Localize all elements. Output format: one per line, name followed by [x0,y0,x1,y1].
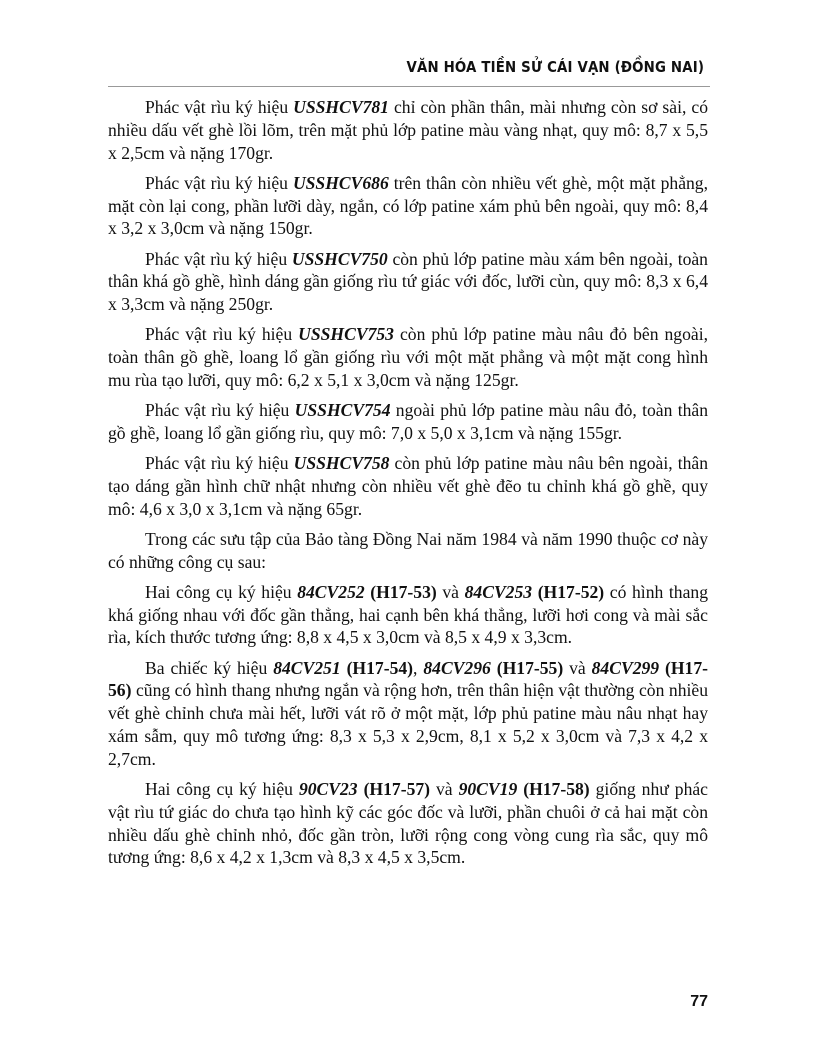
artifact-code: 84CV252 [297,581,365,602]
artifact-code: USSHCV758 [293,453,390,474]
body-text [108,96,708,877]
artifact-code: 90CV19 [458,779,518,800]
artifact-code: USSHCV781 [293,97,389,117]
paragraph: Phác vật rìu ký hiệu USSHCV754 ngoài phủ lớp patine màu nâu đỏ, toàn thân gồ ghề, loang lổ gần giống rìu, quy mô: 7,0 x 5,0 x 3,1cm và nặng 155gr. [108,400,708,443]
artifact-code: 84CV253 [464,581,533,602]
artifact-code: USSHCV753 [298,324,394,345]
paragraph: Phác vật rìu ký hiệu USSHCV781 chỉ còn phần thân, mài nhưng còn sơ sài, có nhiều dấu vết ghè lồi lõm, trên mặt phủ lớp patine màu vàng nhạt, quy mô: 8,7 x 5,5 x 2,5cm và nặng 170gr. [108,97,708,163]
paragraph: Hai công cụ ký hiệu 84CV252 (H17-53) và 84CV253 (H17-52) có hình thang khá giống nhau với đốc gần thẳng, hai cạnh bên khá thẳng, lưỡi hơi cong và mài sắc rìa, kích thước tương ứng: 8,8 x 4,5 x 3,0cm và 8,5 x 4,9 x 3,3cm. [108,581,708,648]
artifact-code: USSHCV754 [294,400,391,421]
header-divider [108,86,710,87]
paragraph: Phác vật rìu ký hiệu USSHCV758 còn phủ lớp patine màu nâu bên ngoài, thân tạo dáng gần hình chữ nhật nhưng còn nhiều vết ghè đẽo tu chỉnh khá gồ ghề, quy mô: 4,6 x 3,0 x 3,1cm và nặng 65gr. [108,453,708,519]
paragraph: Phác vật rìu ký hiệu USSHCV750 còn phủ lớp patine màu xám bên ngoài, toàn thân khá gồ ghề, hình dáng gần giống rìu tứ giác với đốc, lưỡi cùn, quy mô: 8,3 x 6,4 x 3,3cm và nặng 250gr. [108,248,708,315]
paragraph: Ba chiếc ký hiệu 84CV251 (H17-54), 84CV296 (H17-55) và 84CV299 (H17-56) cũng có hình thang nhưng ngắn và rộng hơn, trên thân hiện vật thường còn nhiều vết ghè chỉnh chưa mài hết, lưỡi vát rõ ở một mặt, lớp phủ patine màu nâu nhạt hay xám sẫm, quy mô tương ứng: 8,3 x 5,3 x 2,9cm, 8,1 x 5,2 x 3,0cm và 7,3 x 4,2 x 2,7cm. [108,657,709,769]
figure-ref: (H17-53) [370,581,437,602]
running-header: VĂN HÓA TIỀN SỬ CÁI VẠN (ĐỒNG NAI) [406,58,704,76]
artifact-code: USSHCV686 [292,172,389,193]
figure-ref: (H17-52) [537,581,605,602]
artifact-code: 84CV251 [273,657,341,678]
paragraph: Trong các sưu tập của Bảo tàng Đồng Nai năm 1984 và năm 1990 thuộc cơ này có những công cụ sau: [108,528,708,572]
paragraph: Phác vật rìu ký hiệu USSHCV686 trên thân còn nhiều vết ghè, một mặt phẳng, mặt còn lại cong, phần lưỡi dày, ngắn, có lớp patine xám phủ bên ngoài, quy mô: 8,4 x 3,2 x 3,0cm và nặng 150gr. [108,172,708,239]
figure-ref: (H17-54) [346,657,414,678]
paragraph: Phác vật rìu ký hiệu USSHCV753 còn phủ lớp patine màu nâu đỏ bên ngoài, toàn thân gồ ghề, loang lổ gần giống rìu với một mặt phẳng và một mặt cong hình mu rùa tạo lưỡi, quy mô: 6,2 x 5,1 x 3,0cm và nặng 125gr. [108,324,708,390]
artifact-code: 84CV299 [591,657,660,678]
paragraph: Hai công cụ ký hiệu 90CV23 (H17-57) và 90CV19 (H17-58) giống như phác vật rìu tứ giác do chưa tạo hình kỹ các góc đốc và lưỡi, phần chuôi ở cả hai mặt còn nhiều dấu ghè chỉnh nhỏ, đốc gần tròn, lưỡi rộng cong vòng cung rìa sắc, quy mô tương ứng: 8,6 x 4,2 x 1,3cm và 8,3 x 4,5 x 3,5cm. [108,779,708,868]
figure-ref: (H17-57) [363,779,431,800]
figure-ref: (H17-56) [108,657,709,701]
artifact-code: 90CV23 [298,779,358,800]
figure-ref: (H17-58) [523,779,590,800]
figure-ref: (H17-55) [496,657,564,678]
artifact-code: 84CV296 [423,657,491,678]
page-number: 77 [690,993,708,1010]
artifact-code: USSHCV750 [291,248,388,269]
